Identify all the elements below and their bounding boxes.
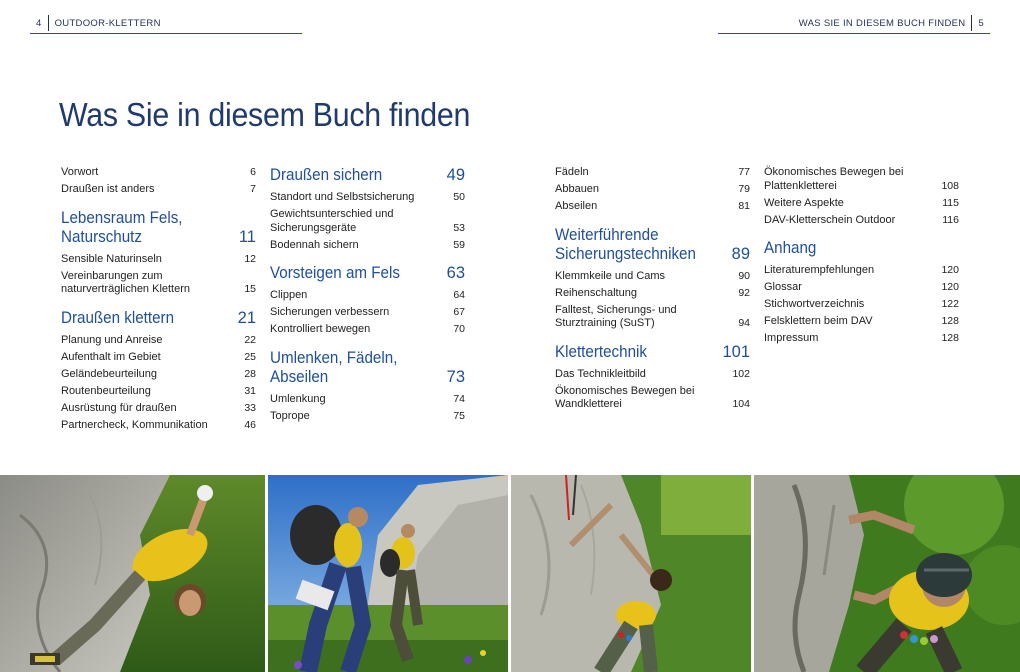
toc-entry-page: 15 [244,283,256,295]
toc-entry-page: 50 [453,191,465,203]
toc-entry-page: 120 [941,281,959,293]
chapter-page-number: 49 [446,166,465,184]
toc-entry-label: Geländebeurteilung [61,367,158,380]
toc-entry-page: 53 [453,221,465,234]
toc-entry[interactable] [61,368,256,382]
toc-entry-label: DAV-Kletterschein Outdoor [764,213,896,226]
toc-section [764,166,959,227]
toc-entry[interactable] [270,191,465,205]
toc-entry[interactable] [555,183,750,197]
toc-entry-label: Glossar [764,281,802,293]
toc-entry-page: 116 [942,213,959,226]
toc-entry-label: Fädeln [555,166,589,178]
toc-entry-label: Routenbeurteilung [61,384,151,397]
toc-entry[interactable] [61,270,256,297]
toc-entry-label: Impressum [764,332,819,344]
toc-entry[interactable] [764,197,959,211]
toc-entry-label: Clippen [270,289,308,301]
toc-entry-page: 94 [738,317,750,329]
toc-entry[interactable] [61,183,256,197]
chapter-page-number: 11 [238,227,256,246]
toc-column-1 [61,166,256,444]
toc-entry-page: 46 [244,418,256,431]
toc-entry-label: Partnercheck, Kommunikation [61,418,208,431]
toc-entry-label: Vereinbarungen zum naturverträglichen Klettern [61,269,191,295]
toc-entry[interactable] [555,368,750,382]
toc-entry-label: Draußen ist anders [61,183,155,195]
toc-chapter-heading[interactable] [270,166,465,185]
toc-entry-page: 128 [941,315,959,327]
toc-section [555,226,750,331]
toc-entry-page: 120 [941,264,959,276]
photo-climber-helmet [754,475,1020,672]
toc-entry[interactable] [764,281,959,295]
chapter-page-number: 63 [446,264,465,282]
toc-section [270,166,465,252]
toc-entry[interactable] [270,289,465,303]
toc-section [764,239,959,346]
toc-entry-page: 70 [453,323,465,335]
toc-entry[interactable] [270,323,465,337]
toc-entry-page: 108 [941,179,959,192]
chapter-title: Anhang [764,239,817,257]
toc-chapter-heading[interactable] [270,264,465,283]
chapter-title: Lebensraum Fels, Naturschutz [61,208,183,246]
toc-entry-page: 81 [738,200,750,212]
toc-entry-label: Gewichtsunterschied und Sicherungsgeräte [270,208,394,234]
toc-entry-page: 115 [942,196,959,209]
toc-chapter-heading[interactable] [555,226,750,264]
toc-entry-label: Toprope [270,409,310,422]
toc-entry-page: 33 [244,401,256,414]
toc-entry-page: 64 [453,289,465,301]
photo-climber-wall [511,475,751,672]
toc-entry-page: 25 [244,350,256,363]
toc-section [555,166,750,214]
toc-entry[interactable] [764,315,959,329]
toc-entry[interactable] [61,351,256,365]
photo-climber-slab [0,475,265,672]
toc-entry-label: Bodennah sichern [270,238,359,251]
toc-entry-page: 67 [453,306,465,318]
toc-entry-label: Sicherungen verbessern [270,306,390,318]
toc-entry-page: 59 [453,238,465,251]
toc-chapter-heading[interactable] [61,209,256,247]
toc-chapter-heading[interactable] [61,309,256,328]
toc-entry-page: 92 [738,286,750,299]
chapter-title: Klettertechnik [555,342,647,361]
toc-entry-label: Sensible Naturinseln [61,252,162,265]
toc-entry-page: 7 [250,183,256,195]
running-header-left [30,14,302,34]
toc-entry-page: 122 [941,298,959,310]
chapter-title: Draußen klettern [61,308,175,327]
toc-entry-label: Das Technikleitbild [555,367,646,380]
toc-entry[interactable] [764,264,959,278]
photo-hikers-approach [268,475,508,672]
toc-entry[interactable] [555,200,750,214]
toc-entry-label: Abseilen [555,200,598,212]
toc-entry[interactable] [555,385,750,412]
toc-entry-page: 128 [941,332,959,344]
toc-entry-label: Abbauen [555,183,600,195]
toc-entry[interactable] [61,419,256,433]
right-running-title: WAS SIE IN DIESEM BUCH FINDEN [798,18,966,29]
chapter-title: Weiterführende Sicherungstechniken [555,225,696,263]
toc-entry-label: Stichwortverzeichnis [764,298,865,310]
toc-entry-label: Kontrolliert bewegen [270,323,371,335]
toc-entry-page: 6 [250,166,256,178]
toc-entry[interactable] [555,287,750,301]
toc-entry[interactable] [764,332,959,346]
toc-entry-page: 31 [244,384,256,397]
right-page-number: 5 [978,18,984,29]
page-title: Was Sie in diesem Buch finden [59,96,471,133]
toc-entry[interactable] [555,166,750,180]
toc-entry[interactable] [270,239,465,253]
toc-entry-page: 90 [738,269,750,282]
toc-entry-page: 77 [738,166,750,178]
chapter-title: Draußen sichern [270,166,383,184]
toc-entry[interactable] [764,166,959,193]
toc-entry-label: Reihenschaltung [555,286,637,299]
toc-chapter-heading[interactable] [555,343,750,362]
toc-entry[interactable] [270,393,465,407]
toc-entry-label: Literaturempfehlungen [764,264,875,276]
toc-section [61,166,256,197]
toc-entry-label: Ökonomisches Bewegen bei Wandkletterei [555,384,695,410]
toc-entry[interactable] [555,304,750,331]
toc-entry-page: 75 [453,409,465,422]
toc-column-2 [270,166,465,435]
toc-entry-label: Ausrüstung für draußen [61,401,177,414]
photo-strip [0,475,1020,672]
toc-entry-label: Vorwort [61,166,99,178]
toc-entry[interactable] [764,214,959,228]
toc-entry[interactable] [270,208,465,235]
toc-entry[interactable] [61,334,256,348]
toc-section [555,343,750,412]
toc-section [270,264,465,337]
toc-entry-page: 28 [244,367,256,380]
toc-entry[interactable] [764,298,959,312]
chapter-page-number: 101 [722,342,750,361]
left-page-number: 4 [36,18,42,29]
toc-entry[interactable] [270,306,465,320]
toc-entry-page: 12 [244,252,256,265]
toc-entry-label: Ökonomisches Bewegen bei Plattenkletterei [764,166,904,192]
chapter-page-number: 73 [446,367,465,386]
chapter-page-number: 89 [731,244,750,263]
toc-column-3 [555,166,750,424]
toc-entry-label: Standort und Selbstsicherung [270,191,415,203]
toc-entry-label: Klemmkeile und Cams [555,269,666,282]
left-running-title: OUTDOOR-KLETTERN [54,18,161,29]
running-header-right [718,14,990,34]
toc-column-4 [764,166,959,358]
toc-chapter-heading[interactable] [764,239,959,258]
chapter-title: Umlenken, Fädeln, Abseilen [270,348,398,386]
toc-entry-label: Falltest, Sicherungs- und Sturztraining (SuST) [555,303,677,329]
toc-entry[interactable] [61,402,256,416]
chapter-title: Vorsteigen am Fels [270,264,400,282]
toc-entry-label: Felsklettern beim DAV [764,315,873,327]
chapter-page-number: 21 [237,308,256,327]
toc-entry[interactable] [270,410,465,424]
toc-entry[interactable] [61,385,256,399]
toc-section [61,309,256,433]
toc-entry-label: Umlenkung [270,392,326,405]
toc-section [61,209,256,297]
toc-entry[interactable] [61,253,256,267]
toc-entry-label: Planung und Anreise [61,333,163,346]
toc-entry-page: 102 [732,367,750,380]
toc-entry-page: 79 [738,183,750,195]
toc-section [270,349,465,424]
toc-entry-page: 22 [244,333,256,346]
toc-entry-label: Weitere Aspekte [764,196,844,209]
toc-entry-page: 74 [453,392,465,405]
toc-chapter-heading[interactable] [270,349,465,387]
toc-entry[interactable] [555,270,750,284]
toc-entry-page: 104 [732,398,750,410]
toc-entry[interactable] [61,166,256,180]
toc-entry-label: Aufenthalt im Gebiet [61,350,161,363]
